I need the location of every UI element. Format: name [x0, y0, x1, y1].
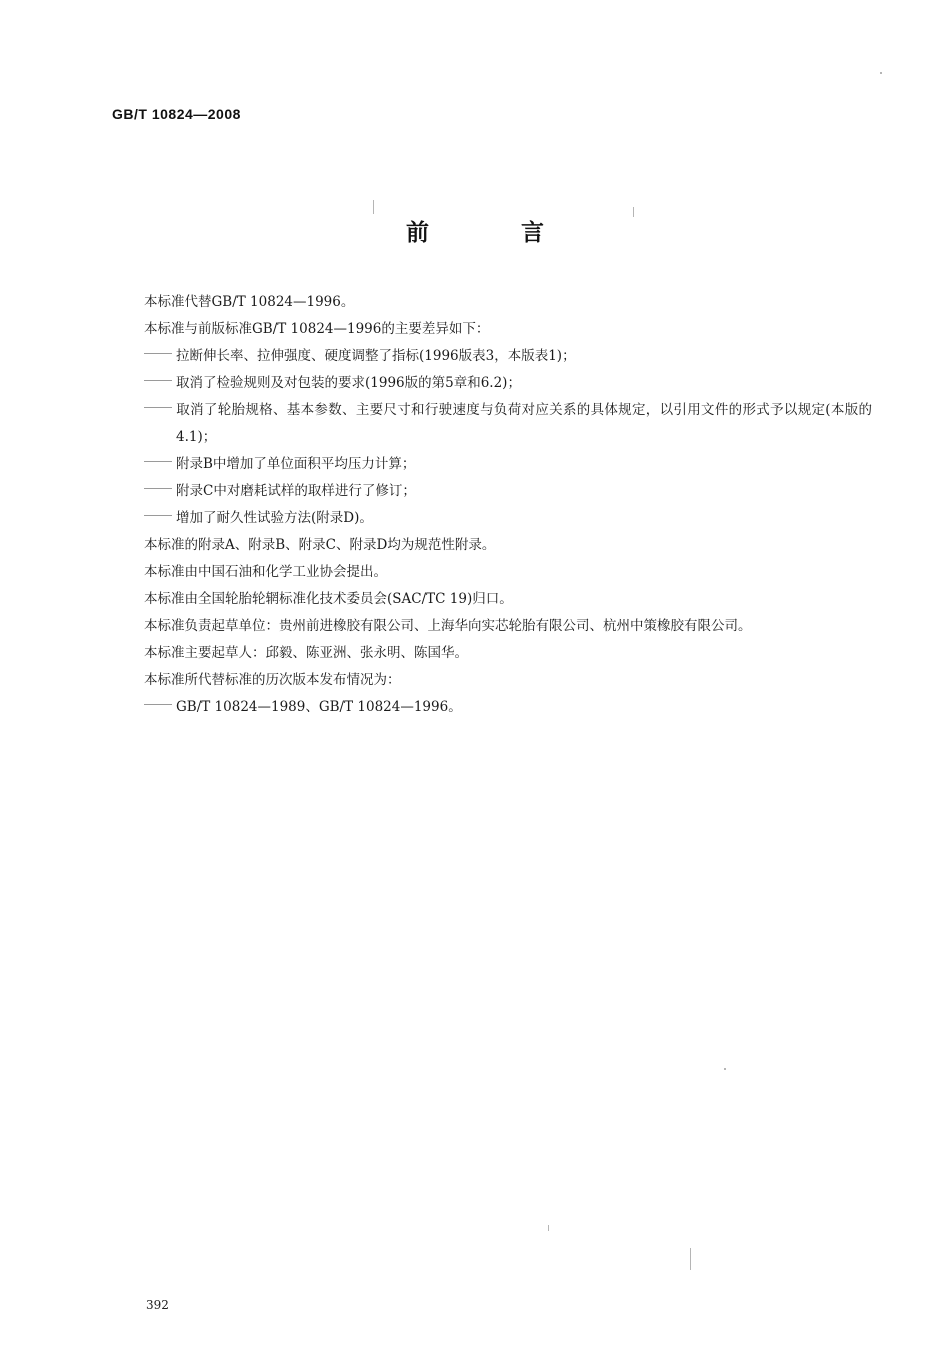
scan-speck: [633, 207, 634, 217]
standard-code-header: GB/T 10824—2008: [112, 106, 241, 122]
scan-speck: [724, 1068, 726, 1070]
dash-marker: [144, 407, 172, 408]
list-item-text: 取消了轮胎规格、基本参数、主要尺寸和行驶速度与负荷对应关系的具体规定，以引用文件的形式予以规定(本版的4.1)；: [176, 402, 872, 445]
list-item-text: 增加了耐久性试验方法(附录D)。: [176, 510, 373, 526]
dash-marker: [144, 488, 172, 489]
foreword-body: [112, 289, 872, 721]
paragraph-replaces: 本标准代替GB/T 10824—1996。: [144, 294, 355, 310]
dash-marker: [144, 704, 172, 705]
dash-marker: [144, 380, 172, 381]
list-item-difference: [112, 370, 872, 397]
page-title: 前 言: [405, 220, 586, 246]
list-item-difference: [112, 397, 872, 451]
paragraph-proposed-by: 本标准由中国石油和化学工业协会提出。: [144, 564, 387, 580]
paragraph-history-intro: 本标准所代替标准的历次版本发布情况为：: [144, 672, 401, 688]
list-item-history: [112, 694, 872, 721]
list-item-text: 附录C中对磨耗试样的取样进行了修订；: [176, 483, 416, 499]
paragraph-appendices: 本标准的附录A、附录B、附录C、附录D均为规范性附录。: [144, 537, 496, 553]
page-number: 392: [146, 1298, 169, 1312]
paragraph-centralized-by: 本标准由全国轮胎轮辋标准化技术委员会(SAC/TC 19)归口。: [144, 591, 513, 607]
scan-speck: [373, 200, 374, 214]
list-item-text: 拉断伸长率、拉伸强度、硬度调整了指标(1996版表3，本版表1)；: [176, 348, 576, 364]
list-item-difference: [112, 451, 872, 478]
scan-speck: [880, 72, 882, 74]
dash-marker: [144, 515, 172, 516]
list-item-difference: [112, 505, 872, 532]
paragraph-drafting-units: 本标准负责起草单位：贵州前进橡胶有限公司、上海华向实芯轮胎有限公司、杭州中策橡胶有限公司。: [144, 618, 752, 634]
dash-marker: [144, 461, 172, 462]
list-item-text: 取消了检验规则及对包装的要求(1996版的第5章和6.2)；: [176, 375, 521, 391]
scan-speck: [690, 1248, 691, 1270]
paragraph-differences-intro: 本标准与前版标准GB/T 10824—1996的主要差异如下：: [144, 321, 490, 337]
paragraph-drafters: 本标准主要起草人：邱毅、陈亚洲、张永明、陈国华。: [144, 645, 468, 661]
list-item-difference: [112, 343, 872, 370]
list-item-difference: [112, 478, 872, 505]
list-item-text: 附录B中增加了单位面积平均压力计算；: [176, 456, 416, 472]
scan-speck: [548, 1225, 549, 1231]
list-item-text: GB/T 10824—1989、GB/T 10824—1996。: [176, 699, 462, 715]
dash-marker: [144, 353, 172, 354]
